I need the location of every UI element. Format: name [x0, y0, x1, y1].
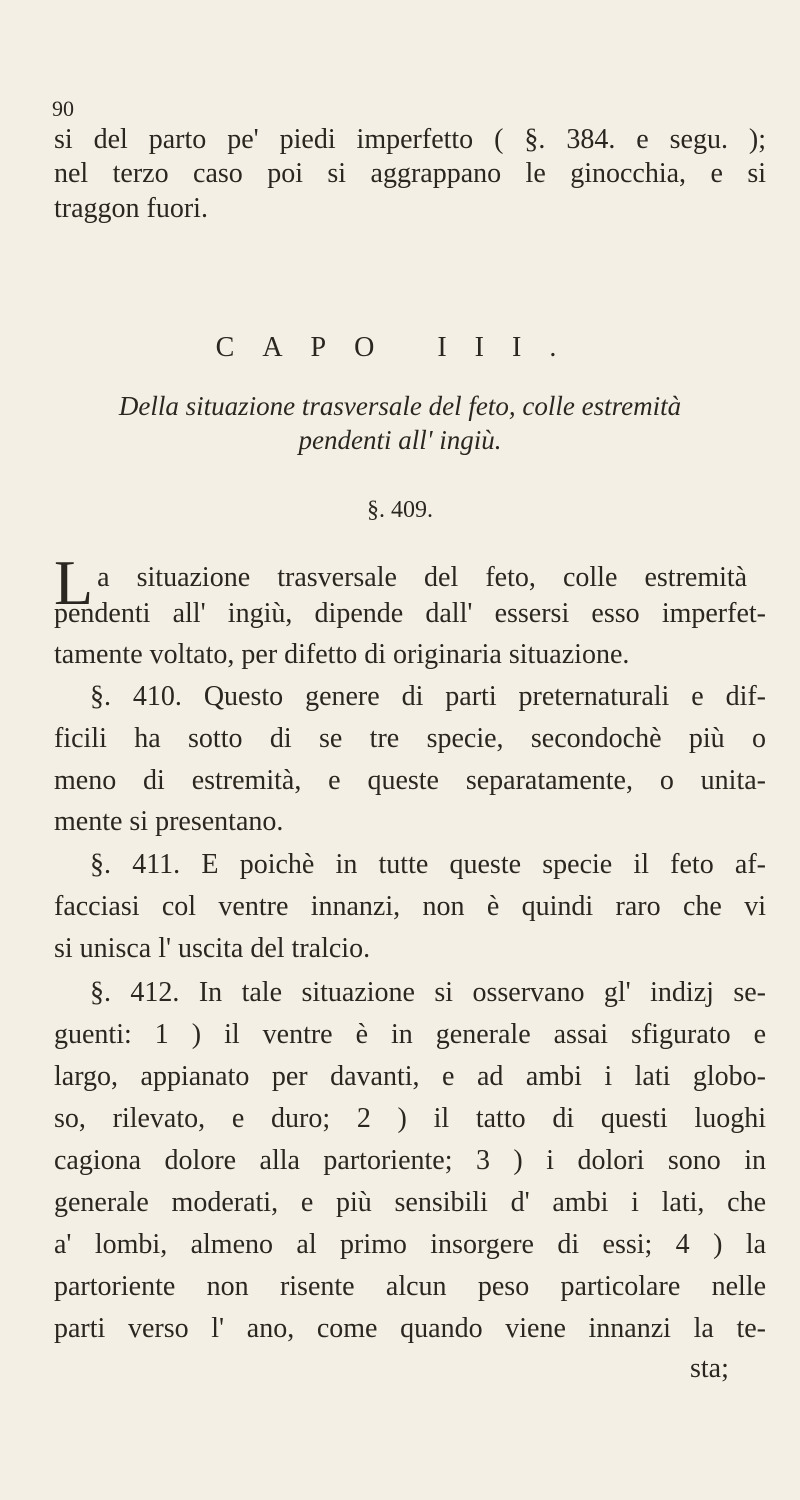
body-line-17: a' lombi, almeno al primo insorgere di essi; 4 ) la — [54, 1229, 766, 1260]
body-line-12: guenti: 1 ) il ventre è in generale assai sfigurato e — [54, 1019, 766, 1050]
body-line-3: tamente voltato, per difetto di originaria situazione. — [54, 639, 630, 670]
body-line-10: si unisca l' uscita del tralcio. — [54, 933, 371, 964]
body-line-8: §. 411. E poichè in tutte queste specie il feto af- — [90, 849, 766, 880]
intro-line-2: nel terzo caso poi si aggrappano le ginocchia, e si — [54, 158, 766, 189]
body-line-6: meno di estremità, e queste separatamente, o unita- — [54, 765, 766, 796]
body-line-5: ficili ha sotto di se tre specie, secondochè più o — [54, 723, 766, 754]
body-line-4: §. 410. Questo genere di parti preternaturali e dif- — [90, 681, 766, 712]
section-number: §. 409. — [367, 497, 433, 523]
body-line-9: facciasi col ventre innanzi, non è quindi raro che vi — [54, 891, 766, 922]
body-line-2: pendenti all' ingiù, dipende dall' essersi esso imperfet- — [54, 598, 766, 629]
page-number: 90 — [52, 96, 74, 121]
intro-line-3: traggon fuori. — [54, 193, 208, 224]
drop-cap: L — [54, 547, 94, 618]
body-line-18: partoriente non risente alcun peso particolare nelle — [54, 1271, 766, 1302]
body-line-16: generale moderati, e più sensibili d' ambi i lati, che — [54, 1187, 766, 1218]
body-line-13: largo, appianato per davanti, e ad ambi i lati globo- — [54, 1061, 766, 1092]
chapter-subtitle-line-2: pendenti all' ingiù. — [298, 425, 502, 455]
body-line-19: parti verso l' ano, come quando viene innanzi la te- — [54, 1313, 766, 1344]
chapter-title: CAPO III. — [215, 332, 585, 363]
body-line-15: cagiona dolore alla partoriente; 3 ) i dolori sono in — [54, 1145, 766, 1176]
chapter-subtitle-line-1: Della situazione trasversale del feto, colle estremità — [118, 391, 682, 421]
intro-line-1: si del parto pe' piedi imperfetto ( §. 384. e segu. ); — [54, 124, 766, 155]
body-line-14: so, rilevato, e duro; 2 ) il tatto di questi luoghi — [54, 1103, 766, 1134]
body-line-1: a situazione trasversale del feto, colle estremità — [97, 562, 748, 593]
catchword: sta; — [690, 1353, 729, 1384]
body-line-11: §. 412. In tale situazione si osservano gl' indizj se- — [90, 977, 766, 1008]
body-line-7: mente si presentano. — [54, 806, 284, 837]
